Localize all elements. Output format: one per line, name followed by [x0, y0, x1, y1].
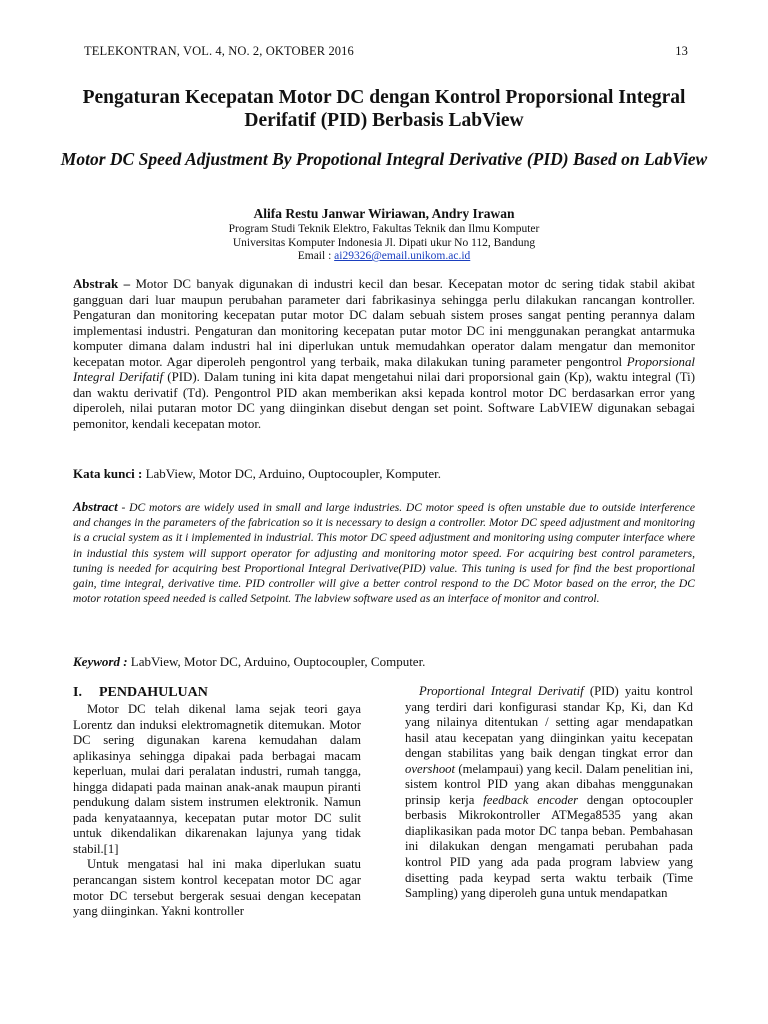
- journal-citation: TELEKONTRAN, VOL. 4, NO. 2, OKTOBER 2016: [84, 44, 354, 58]
- right-column: [405, 684, 693, 902]
- overshoot-term: overshoot: [405, 761, 456, 776]
- kata-kunci-label: Kata kunci :: [73, 466, 143, 481]
- intro-paragraph-1: Motor DC telah dikenal lama sejak teori gaya Lorentz dan induksi elektromagnetik ditemukan. Motor DC sering digunakan karena kemudahan dalam aplikasinya sehingga dipakai pada berbagai macam keperluan, mulai dari peralatan industri, rumah tangga, hingga didapati pada mainan anak-anak maupun piranti pendukung dalam sistem instrumen elektronik. Namun pada kenyataannya, kecepatan putar motor DC sulit untuk dikendalikan dikarenakan lajunya yang tidak stabil.[1]: [73, 702, 361, 856]
- keyword-line: [73, 654, 695, 670]
- kata-kunci-text: LabView, Motor DC, Arduino, Ouptocoupler, Komputer.: [142, 466, 441, 481]
- abstract-label: Abstract: [73, 499, 118, 514]
- abstrak-text-1: Motor DC banyak digunakan di industri kecil dan besar. Kecepatan motor dc sering tidak stabil akibat gangguan dari luar maupun perubahan parameter dari fabrikasinya sehingga perlu dilakukan rancangan kontroller. Pengaturan dan monitoring kecepatan putar motor DC dalam sebuah sistem proses sangat penting perannya dalam implementasi industri. Pengaturan dan monitoring kecepatan putar motor DC ini menggunakan perangkat antarmuka komputer dimana dalam industri hal ini diperlukan untuk memudahkan operator dalam mengatur dan memonitor kecepatan motor. Agar diperoleh pengontrol yang terbaik, maka dilakukan tuning parameter pengontrol: [73, 277, 695, 369]
- affiliation-block: [0, 223, 768, 264]
- right-text-2: (melampaui) yang kecil. Dalam penelitian ini, sistem kontrol PID yang akan dibahas menggunakan prinsip kerja: [405, 761, 693, 807]
- abstrak-label: Abstrak –: [73, 277, 131, 291]
- section-heading: [73, 684, 361, 701]
- author-list: Alifa Restu Janwar Wiriawan, Andry Irawan: [253, 206, 515, 221]
- section-number: I.: [73, 685, 82, 700]
- affiliation-line-1: Program Studi Teknik Elektro, Fakultas Teknik dan Ilmu Komputer: [228, 223, 540, 235]
- paper-title-indonesian: Pengaturan Kecepatan Motor DC dengan Kontrol Proporsional Integral Derifatif (PID) Berbasis LabView: [82, 87, 686, 131]
- abstrak-paragraph: [73, 277, 695, 432]
- email-line: [0, 250, 768, 264]
- section-title: PENDAHULUAN: [99, 685, 208, 700]
- abstrak-text-2: (PID). Dalam tuning ini kita dapat mengetahui nilai dari proporsional gain (Kp), waktu integral (Ti) dan waktu derivatif (Td). Pengontrol PID akan memberikan aksi kepada kontrol motor DC berdasarkan error yang diperoleh, nilai putaran motor DC yang diinginkan disebut dengan set point. Software LabVIEW digunakan sebagai pemonitor, kendali kecepatan motor.: [73, 370, 695, 431]
- abstract-text: - DC motors are widely used in small and large industries. DC motor speed is often unstable due to outside interference and changes in the parameters of the fabrication so it is necessary to design a controller. Motor DC speed adjustment and monitoring is a crucial system as it i implemented in industrial. This motor DC speed adjustment and monitoring using computer interface where in industial this system will support operator for adjusting and monitoring motor speed. For acquiring best control parameters, tuning is needed for acquiring best Proportional Integral Derivative(PID) value. This tuning is used for find the best proportional gain, time integral, derivative time. PID controller will give a better control respond to the DC Motor based on the error, the DC motor rotation speed needed is called Setpoint. The labview software used as an interface of monitor and control.: [73, 501, 695, 606]
- intro-paragraph-2: Untuk mengatasi hal ini maka diperlukan suatu perancangan sistem kontrol kecepatan motor DC agar motor DC tersebut bergerak sesuai dengan kecepatan yang diinginkan. Yakni kontroller: [73, 857, 361, 919]
- right-text-3: dengan optocoupler berbasis Mikrokontroller ATMega8535 yang akan diaplikasikan pada motor DC tanpa beban. Pembahasan ini dilakukan dengan mengamati perubahan pada kontrol PID yang ada pada program labview yang disetting pada keypad serta waktu terbaik (Time Sampling) yang diperoleh guna untuk mendapatkan: [405, 792, 693, 901]
- kata-kunci-line: [73, 466, 695, 482]
- left-column: [73, 684, 361, 920]
- right-text-1: (PID) yaitu kontrol yang terdiri dari konfigurasi standar Kp, Ki, dan Kd yang nilainya ditentukan / setting agar mendapatkan hasil atau kecepatan yang diinginkan yaitu kecepatan dengan stabilitas yang baik dengan tingkat error dan: [405, 684, 693, 761]
- feedback-encoder-term: feedback encoder: [483, 792, 579, 807]
- running-header: [84, 44, 688, 59]
- intro-paragraph-3: [405, 684, 693, 902]
- email-label: Email :: [297, 250, 335, 263]
- keyword-label: Keyword :: [73, 654, 128, 669]
- page-number: 13: [675, 44, 688, 58]
- affiliation-line-2: Universitas Komputer Indonesia Jl. Dipati ukur No 112, Bandung: [232, 236, 536, 249]
- abstrak-text-italic: Proporsional Integral Derifatif: [73, 354, 695, 384]
- email-link[interactable]: ai29326@email.unikom.ac.id: [334, 250, 471, 263]
- abstract-paragraph: [73, 499, 695, 606]
- keyword-text: LabView, Motor DC, Arduino, Ouptocoupler, Computer.: [127, 654, 426, 669]
- paper-title-english: Motor DC Speed Adjustment By Propotional Integral Derivative (PID) Based on LabView: [60, 149, 708, 169]
- pid-term: Proportional Integral Derivatif: [419, 684, 584, 698]
